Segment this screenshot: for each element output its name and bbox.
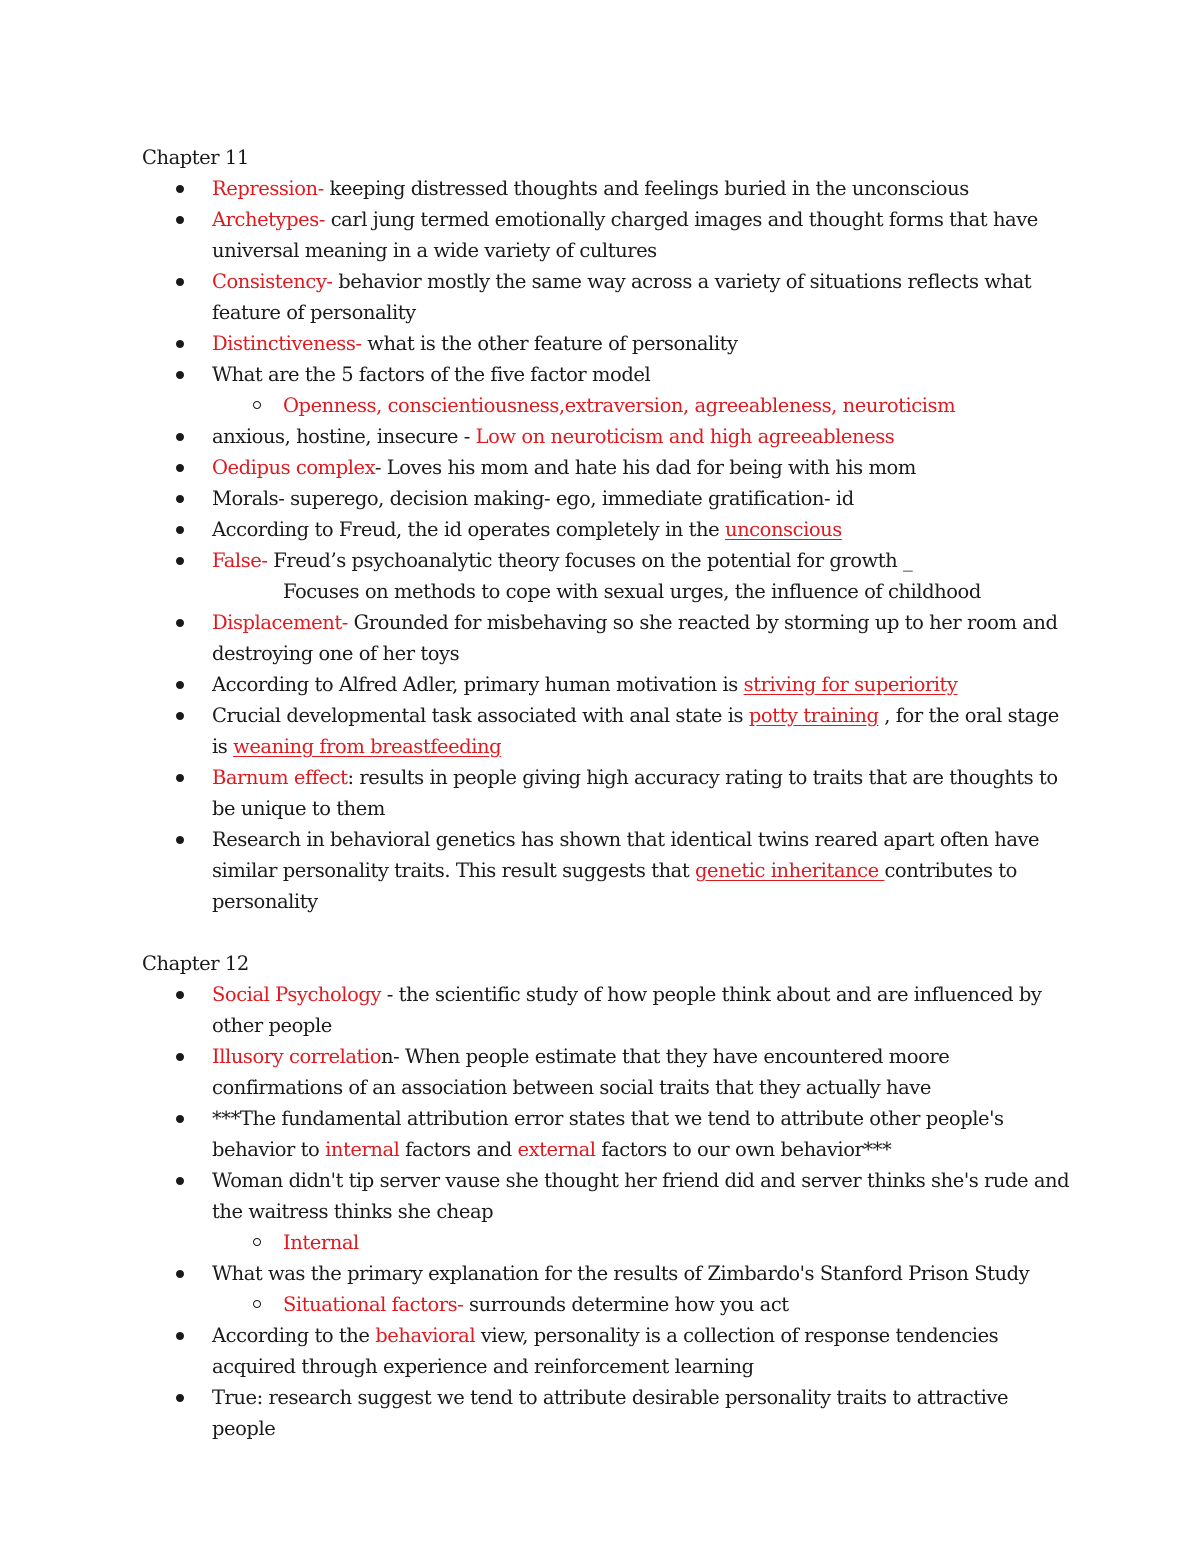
highlighted-term: external	[517, 1138, 596, 1161]
list-item	[142, 545, 1072, 576]
list-item	[142, 1382, 1072, 1444]
list-item	[142, 514, 1072, 545]
list-item	[142, 824, 1072, 917]
highlighted-term: Oedipus complex	[212, 456, 375, 479]
highlighted-term: Low on neuroticism and high agreeableness	[475, 425, 895, 448]
list-item	[142, 328, 1072, 359]
list-item	[142, 452, 1072, 483]
list-item	[142, 359, 1072, 390]
highlighted-term: Openness, conscientiousness,extraversion, agreeableness, neuroticism	[283, 394, 956, 417]
underlined-answer: genetic inheritance	[695, 859, 885, 882]
item-text: True: research suggest we tend to attribute desirable personality traits to attractive people	[212, 1386, 1009, 1440]
list-item	[142, 1320, 1072, 1382]
item-text: factors and	[399, 1138, 518, 1161]
chapter-12-list	[142, 979, 1072, 1444]
chapter-12-section	[142, 948, 1072, 1444]
highlighted-term: Repression-	[212, 177, 324, 200]
item-text: behavior mostly the same way across a variety of situations reflects what feature of personality	[212, 270, 1032, 324]
highlighted-term: Internal	[283, 1231, 359, 1254]
highlighted-term: behavioral	[375, 1324, 476, 1347]
highlighted-term: Illusory correlatio	[212, 1045, 381, 1068]
list-item	[142, 1165, 1072, 1227]
item-text: , for the oral stage is	[212, 704, 1059, 758]
item-text: Woman didn't tip server vause she thought her friend did and server thinks she's rude and the waitress thinks she cheap	[212, 1169, 1070, 1223]
continuation-line	[142, 576, 1072, 607]
highlighted-term: Consistency-	[212, 270, 333, 293]
item-text: surrounds determine how you act	[463, 1293, 789, 1316]
item-text: Research in behavioral genetics has shown that identical twins reared apart often have similar personality traits. This result suggests that	[212, 828, 1040, 882]
highlighted-term: False-	[212, 549, 268, 572]
highlighted-term: Distinctiveness-	[212, 332, 362, 355]
chapter-11-list	[142, 173, 1072, 917]
list-item	[142, 700, 1072, 762]
list-item	[142, 1258, 1072, 1289]
list-item	[142, 483, 1072, 514]
sub-list-item	[142, 1289, 1072, 1320]
item-text: view, personality is a collection of response tendencies acquired through experience and reinforcement learning	[212, 1324, 999, 1378]
highlighted-term: Barnum effect	[212, 766, 348, 789]
chapter-11-section	[142, 142, 1072, 917]
item-text: - the scientific study of how people think about and are influenced by other people	[212, 983, 1042, 1037]
item-text: - Loves his mom and hate his dad for being with his mom	[374, 456, 916, 479]
highlighted-term: internal	[325, 1138, 400, 1161]
underlined-answer: striving for superiority	[743, 673, 958, 696]
item-text: contributes to personality	[212, 859, 1017, 913]
list-item	[142, 669, 1072, 700]
list-item	[142, 421, 1072, 452]
list-item	[142, 979, 1072, 1041]
item-text: ***The fundamental attribution error states that we tend to attribute other people's behavior to	[212, 1107, 1004, 1161]
sub-list-item	[142, 1227, 1072, 1258]
item-text: Focuses on methods to cope with sexual urges, the influence of childhood	[283, 580, 981, 603]
item-text: According to Freud, the id operates completely in the	[212, 518, 725, 541]
item-text: Freud’s psychoanalytic theory focuses on the potential for growth _	[267, 549, 913, 572]
item-text: keeping distressed thoughts and feelings buried in the unconscious	[323, 177, 969, 200]
highlighted-term: Situational factors-	[283, 1293, 464, 1316]
item-text: Morals- superego, decision making- ego, immediate gratification- id	[212, 487, 854, 510]
document-page	[142, 142, 1072, 1444]
list-item	[142, 1041, 1072, 1103]
item-text: carl jung termed emotionally charged images and thought forms that have universal meaning in a wide variety of cultures	[212, 208, 1038, 262]
list-item	[142, 204, 1072, 266]
list-item	[142, 266, 1072, 328]
underlined-answer: unconscious	[724, 518, 842, 541]
item-text: : results in people giving high accuracy rating to traits that are thoughts to be unique to them	[212, 766, 1058, 820]
list-item	[142, 173, 1072, 204]
sub-list-item	[142, 390, 1072, 421]
item-text: factors to our own behavior***	[595, 1138, 892, 1161]
item-text: Grounded for misbehaving so she reacted by storming up to her room and destroying one of her toys	[212, 611, 1058, 665]
item-text: Crucial developmental task associated with anal state is	[212, 704, 749, 727]
item-text: What was the primary explanation for the results of Zimbardo's Stanford Prison Study	[212, 1262, 1030, 1285]
underlined-answer: potty training	[748, 704, 879, 727]
underlined-answer: weaning from breastfeeding	[233, 735, 502, 758]
list-item	[142, 1103, 1072, 1165]
highlighted-term: Displacement-	[212, 611, 348, 634]
item-text: n- When people estimate that they have encountered moore confirmations of an association between social traits that they actually have	[212, 1045, 950, 1099]
highlighted-term: Archetypes-	[212, 208, 325, 231]
highlighted-term: Social Psychology	[212, 983, 381, 1006]
item-text: According to the	[212, 1324, 376, 1347]
item-text: According to Alfred Adler, primary human motivation is	[212, 673, 744, 696]
list-item	[142, 762, 1072, 824]
item-text: anxious, hostine, insecure -	[212, 425, 476, 448]
list-item	[142, 607, 1072, 669]
item-text: What are the 5 factors of the five factor model	[212, 363, 651, 386]
chapter-heading: Chapter 12	[142, 952, 249, 975]
chapter-heading: Chapter 11	[142, 146, 249, 169]
item-text: what is the other feature of personality	[361, 332, 738, 355]
